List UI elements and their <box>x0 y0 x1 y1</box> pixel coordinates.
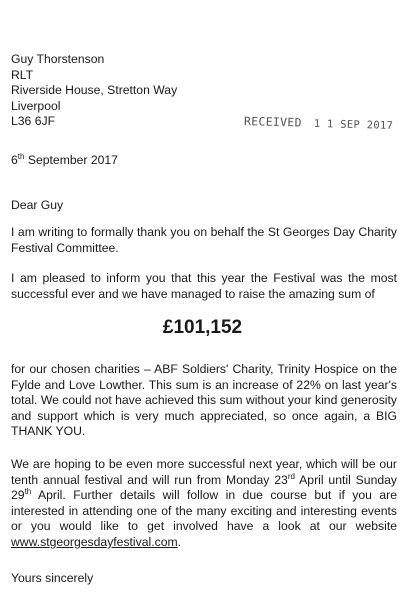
p4-part1: We are hoping to be even more successful next year, which will be our tenth annual festival and will run from Monday 23 <box>11 457 397 487</box>
website-link[interactable]: www.stgeorgesdayfestival.com <box>11 534 178 549</box>
amount-raised: £101,152 <box>162 317 243 338</box>
paragraph-2: I am pleased to inform you that this year the Festival was the most successful ever and we have managed to raise the amazing sum of <box>11 271 397 301</box>
closing: Yours sincerely <box>11 571 94 585</box>
p4-part2: April until Sunday 29 <box>11 472 398 503</box>
date-day: 6 <box>11 153 18 168</box>
date-suffix: th <box>17 152 25 161</box>
p4-sup1: rd <box>287 471 295 481</box>
recipient-name: Guy Thorstenson <box>11 52 105 66</box>
recipient-postcode: L36 6JF <box>11 114 56 129</box>
recipient-address <box>11 52 177 130</box>
received-stamp <box>244 114 394 132</box>
p4-part3: April. Further details will follow in due course but if you are interested in attending one of the many exciting and interesting events or you would like to get involved have a look at our website <box>11 488 397 534</box>
date-rest: September 2017 <box>24 153 118 168</box>
p4-end: . <box>177 534 182 549</box>
stamp-label: RECEIVED <box>243 114 302 130</box>
letter-date <box>11 152 118 167</box>
recipient-street: Riverside House, Stretton Way <box>11 83 178 98</box>
greeting: Dear Guy <box>11 198 64 212</box>
stamp-date: 1 1 SEP 2017 <box>313 117 394 132</box>
paragraph-4 <box>11 457 397 551</box>
paragraph-1: I am writing to formally thank you on behalf the St Georges Day Charity Festival Committee. <box>11 225 397 255</box>
recipient-city: Liverpool <box>11 98 61 113</box>
paragraph-3: for our chosen charities – ABF Soldiers' Charity, Trinity Hospice on the Fylde and Love Lowther. This sum is an increase of 22% on last year's total. We could not have achieved this sum without your kind generosity and support which is very much appreciated, so once again, a BIG THANK YOU. <box>11 362 397 439</box>
recipient-org: RLT <box>11 67 34 82</box>
p4-sup2: th <box>24 487 32 497</box>
